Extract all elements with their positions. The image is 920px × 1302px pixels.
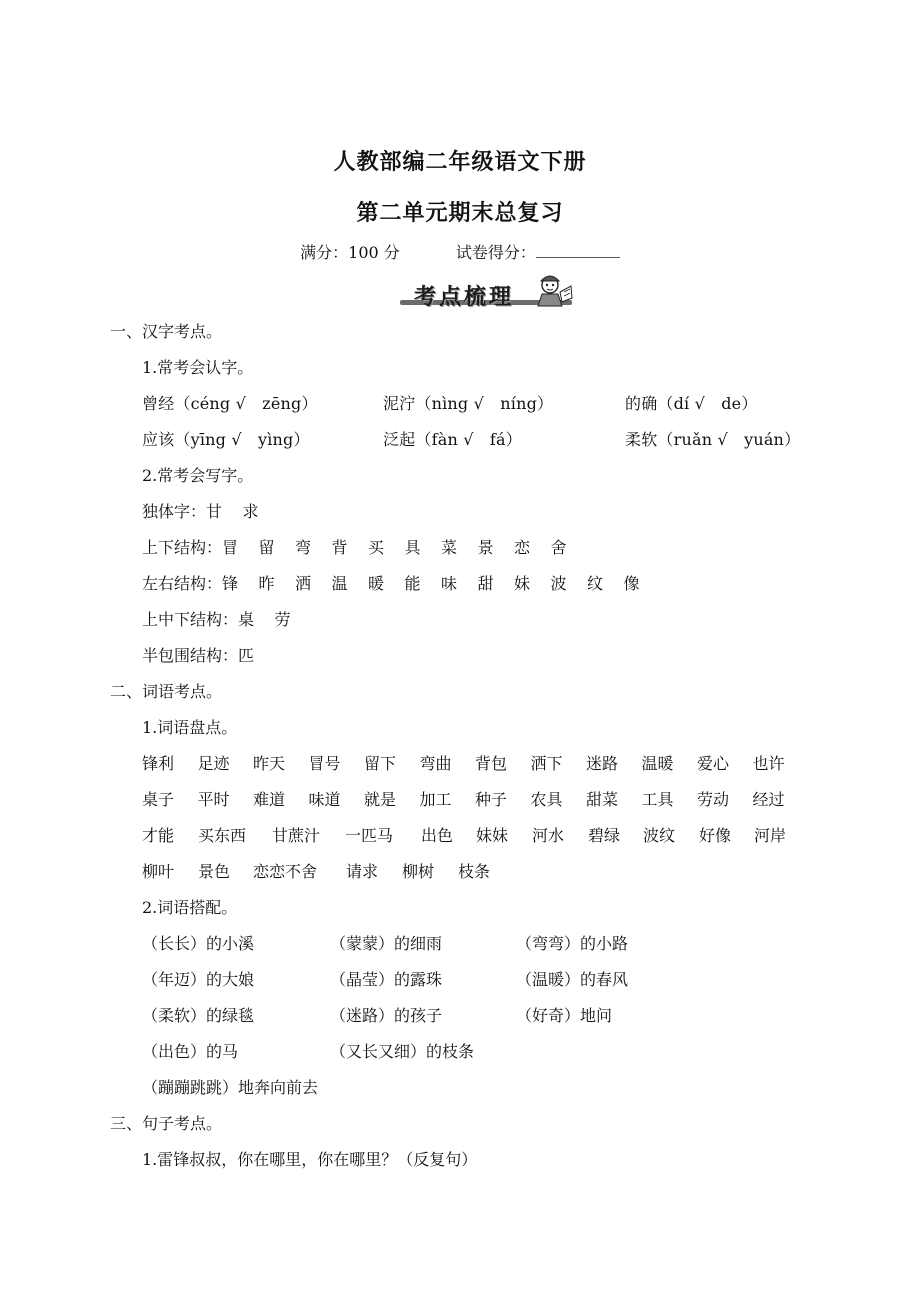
char: 留 bbox=[258, 538, 275, 557]
word: 甜菜 bbox=[586, 790, 619, 809]
word: 工具 bbox=[641, 790, 674, 809]
collocation: （柔软）的绿毯 bbox=[142, 1006, 255, 1025]
char: 弯 bbox=[295, 538, 312, 557]
document-title: 人教部编二年级语文下册 bbox=[333, 149, 587, 175]
word: 买东西 bbox=[198, 826, 247, 845]
word: 才能 bbox=[142, 826, 175, 845]
collocation: （长长）的小溪 bbox=[142, 934, 255, 953]
structure-label: 上中下结构： bbox=[142, 610, 239, 629]
section-2-part-2-title: 2.词语搭配。 bbox=[142, 898, 238, 917]
collocation: （弯弯）的小路 bbox=[516, 934, 629, 953]
section-banner bbox=[400, 270, 575, 312]
pinyin-item: 柔软（ruǎn √ yuán） bbox=[625, 430, 801, 449]
word: 弯曲 bbox=[419, 754, 452, 773]
word: 平时 bbox=[197, 790, 230, 809]
word: 请求 bbox=[346, 862, 379, 881]
collocation: （晶莹）的露珠 bbox=[330, 970, 443, 989]
word: 出色 bbox=[421, 826, 454, 845]
pinyin-item: 泛起（fàn √ fá） bbox=[383, 430, 522, 449]
word: 碧绿 bbox=[588, 826, 621, 845]
word: 种子 bbox=[475, 790, 508, 809]
char: 能 bbox=[404, 574, 421, 593]
word: 足迹 bbox=[197, 754, 230, 773]
word: 桌子 bbox=[142, 790, 175, 809]
section-2-heading: 二、词语考点。 bbox=[110, 682, 223, 701]
word: 好像 bbox=[699, 826, 732, 845]
word: 河水 bbox=[532, 826, 565, 845]
collocation: （年迈）的大娘 bbox=[142, 970, 255, 989]
char: 劳 bbox=[274, 610, 291, 629]
test-score-label: 试卷得分： bbox=[455, 243, 536, 262]
structure-label: 半包围结构： bbox=[142, 646, 239, 665]
word: 甘蔗汁 bbox=[272, 826, 321, 845]
word: 冒号 bbox=[308, 754, 341, 773]
char: 温 bbox=[331, 574, 348, 593]
char: 妹 bbox=[514, 574, 531, 593]
word-row-1 bbox=[142, 754, 808, 774]
collocation: （又长又细）的枝条 bbox=[330, 1042, 475, 1061]
structure-label: 上下结构： bbox=[142, 538, 223, 557]
char: 背 bbox=[331, 538, 348, 557]
word: 昨天 bbox=[253, 754, 286, 773]
word: 加工 bbox=[419, 790, 452, 809]
word: 温暖 bbox=[641, 754, 674, 773]
word: 景色 bbox=[198, 862, 231, 881]
char: 具 bbox=[404, 538, 421, 557]
char: 匹 bbox=[238, 646, 255, 665]
word: 背包 bbox=[475, 754, 508, 773]
writing-row-half-enclosed bbox=[142, 646, 275, 666]
section-2-part-1-title: 1.词语盘点。 bbox=[142, 718, 238, 737]
word: 河岸 bbox=[754, 826, 787, 845]
word: 难道 bbox=[253, 790, 286, 809]
word: 妹妹 bbox=[476, 826, 509, 845]
collocation: （好奇）地问 bbox=[516, 1006, 613, 1025]
sentence-item-1: 1.雷锋叔叔，你在哪里，你在哪里？（反复句） bbox=[142, 1150, 478, 1169]
full-score-label: 满分：100 分 bbox=[300, 243, 400, 262]
word: 洒下 bbox=[530, 754, 563, 773]
char: 像 bbox=[623, 574, 640, 593]
word: 味道 bbox=[308, 790, 341, 809]
word: 劳动 bbox=[697, 790, 730, 809]
cartoon-student-icon bbox=[530, 270, 574, 310]
document-subtitle: 第二单元期末总复习 bbox=[356, 200, 564, 226]
char: 菜 bbox=[441, 538, 458, 557]
writing-row-top-middle-bottom bbox=[142, 610, 311, 630]
char: 买 bbox=[368, 538, 385, 557]
section-1-heading: 一、汉字考点。 bbox=[110, 322, 223, 341]
char: 求 bbox=[242, 502, 259, 521]
word: 爱心 bbox=[697, 754, 730, 773]
char: 恋 bbox=[514, 538, 531, 557]
pinyin-item: 曾经（céng √ zēng） bbox=[142, 394, 318, 413]
section-3-heading: 三、句子考点。 bbox=[110, 1114, 223, 1133]
word: 留下 bbox=[364, 754, 397, 773]
collocation: （蒙蒙）的细雨 bbox=[330, 934, 443, 953]
word-row-2 bbox=[142, 790, 808, 810]
char: 波 bbox=[550, 574, 567, 593]
word: 一匹马 bbox=[345, 826, 394, 845]
pinyin-item: 应该（yīng √ yìng） bbox=[142, 430, 310, 449]
word: 经过 bbox=[752, 790, 785, 809]
char: 景 bbox=[477, 538, 494, 557]
word: 柳叶 bbox=[142, 862, 175, 881]
char: 暖 bbox=[368, 574, 385, 593]
char: 纹 bbox=[587, 574, 604, 593]
char: 舍 bbox=[550, 538, 567, 557]
char: 昨 bbox=[258, 574, 275, 593]
char: 桌 bbox=[238, 610, 255, 629]
word: 恋恋不舍 bbox=[253, 862, 318, 881]
char: 冒 bbox=[222, 538, 239, 557]
writing-row-top-bottom bbox=[142, 538, 587, 558]
structure-label: 独体字： bbox=[142, 502, 207, 521]
word: 农具 bbox=[530, 790, 563, 809]
collocation: （温暖）的春风 bbox=[516, 970, 629, 989]
collocation: （迷路）的孩子 bbox=[330, 1006, 443, 1025]
structure-label: 左右结构： bbox=[142, 574, 223, 593]
banner-text: 考点梳理 bbox=[414, 285, 515, 310]
section-1-part-2-title: 2.常考会写字。 bbox=[142, 466, 254, 485]
score-line bbox=[0, 240, 920, 263]
word: 就是 bbox=[364, 790, 397, 809]
score-blank-field bbox=[536, 243, 620, 258]
char: 锋 bbox=[222, 574, 239, 593]
char: 洒 bbox=[295, 574, 312, 593]
collocation: （蹦蹦跳跳）地奔向前去 bbox=[142, 1078, 319, 1097]
word: 波纹 bbox=[643, 826, 676, 845]
writing-row-left-right bbox=[142, 574, 660, 594]
collocation: （出色）的马 bbox=[142, 1042, 239, 1061]
pinyin-item: 泥泞（nìng √ níng） bbox=[383, 394, 554, 413]
char: 甘 bbox=[206, 502, 223, 521]
char: 味 bbox=[441, 574, 458, 593]
word: 迷路 bbox=[586, 754, 619, 773]
section-1-part-1-title: 1.常考会认字。 bbox=[142, 358, 254, 377]
word: 也许 bbox=[752, 754, 785, 773]
char: 甜 bbox=[477, 574, 494, 593]
pinyin-item: 的确（dí √ de） bbox=[625, 394, 758, 413]
writing-row-single bbox=[142, 502, 279, 522]
word: 枝条 bbox=[458, 862, 491, 881]
word: 锋利 bbox=[142, 754, 175, 773]
word: 柳树 bbox=[402, 862, 435, 881]
